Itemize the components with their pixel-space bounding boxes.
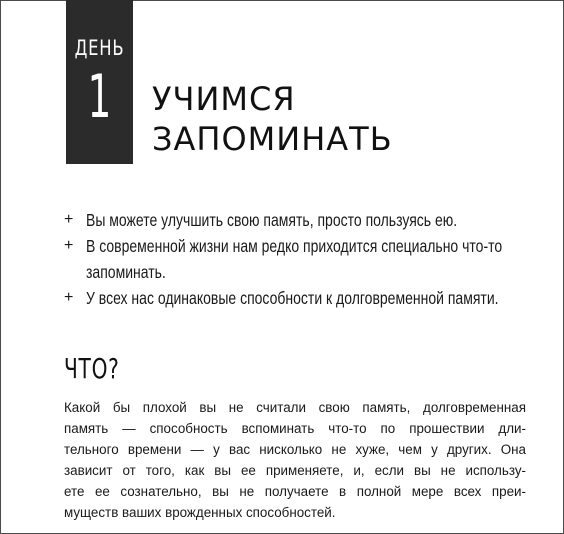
paragraph-line: тельного времени — у вас нисколько не хуже, чем у других. Она: [64, 442, 526, 457]
paragraph-line: память — способность вспоминать что-то по прошествии дли-: [64, 421, 526, 436]
day-number: 1: [87, 62, 112, 132]
body-paragraph: [64, 397, 526, 523]
chapter-title: [152, 79, 393, 159]
plus-bullet-icon: +: [64, 289, 74, 306]
section-heading: ЧТО?: [64, 352, 120, 385]
list-item-text: Вы можете улучшить свою память, просто пользуясь ею.: [86, 210, 458, 230]
list-item: [64, 285, 534, 311]
paragraph-line: ете ее сознательно, вы не получаете в полной мере всех преи-: [64, 484, 526, 499]
paragraph-line: Какой бы плохой вы не считали свою память, долговременная: [64, 400, 526, 415]
day-label: ДЕНЬ: [74, 36, 125, 60]
chapter-title-line-1: УЧИМСЯ: [152, 80, 296, 118]
paragraph-line: муществ ваших врожденных способностей.: [64, 505, 336, 520]
list-item-text: В современной жизни нам редко приходится специально что-то запоминать.: [86, 236, 503, 282]
day-badge: [66, 0, 133, 164]
list-item-text: У всех нас одинаковые способности к долговременной памяти.: [86, 288, 499, 308]
list-item: [64, 207, 534, 233]
chapter-title-line-2: ЗАПОМИНАТЬ: [152, 120, 393, 158]
plus-bullet-icon: +: [64, 237, 74, 254]
list-item: [64, 233, 534, 285]
key-points-list: [64, 207, 534, 311]
paragraph-line: зависит от того, как вы ее применяете, и, если вы не использу-: [64, 463, 526, 478]
plus-bullet-icon: +: [64, 211, 74, 228]
